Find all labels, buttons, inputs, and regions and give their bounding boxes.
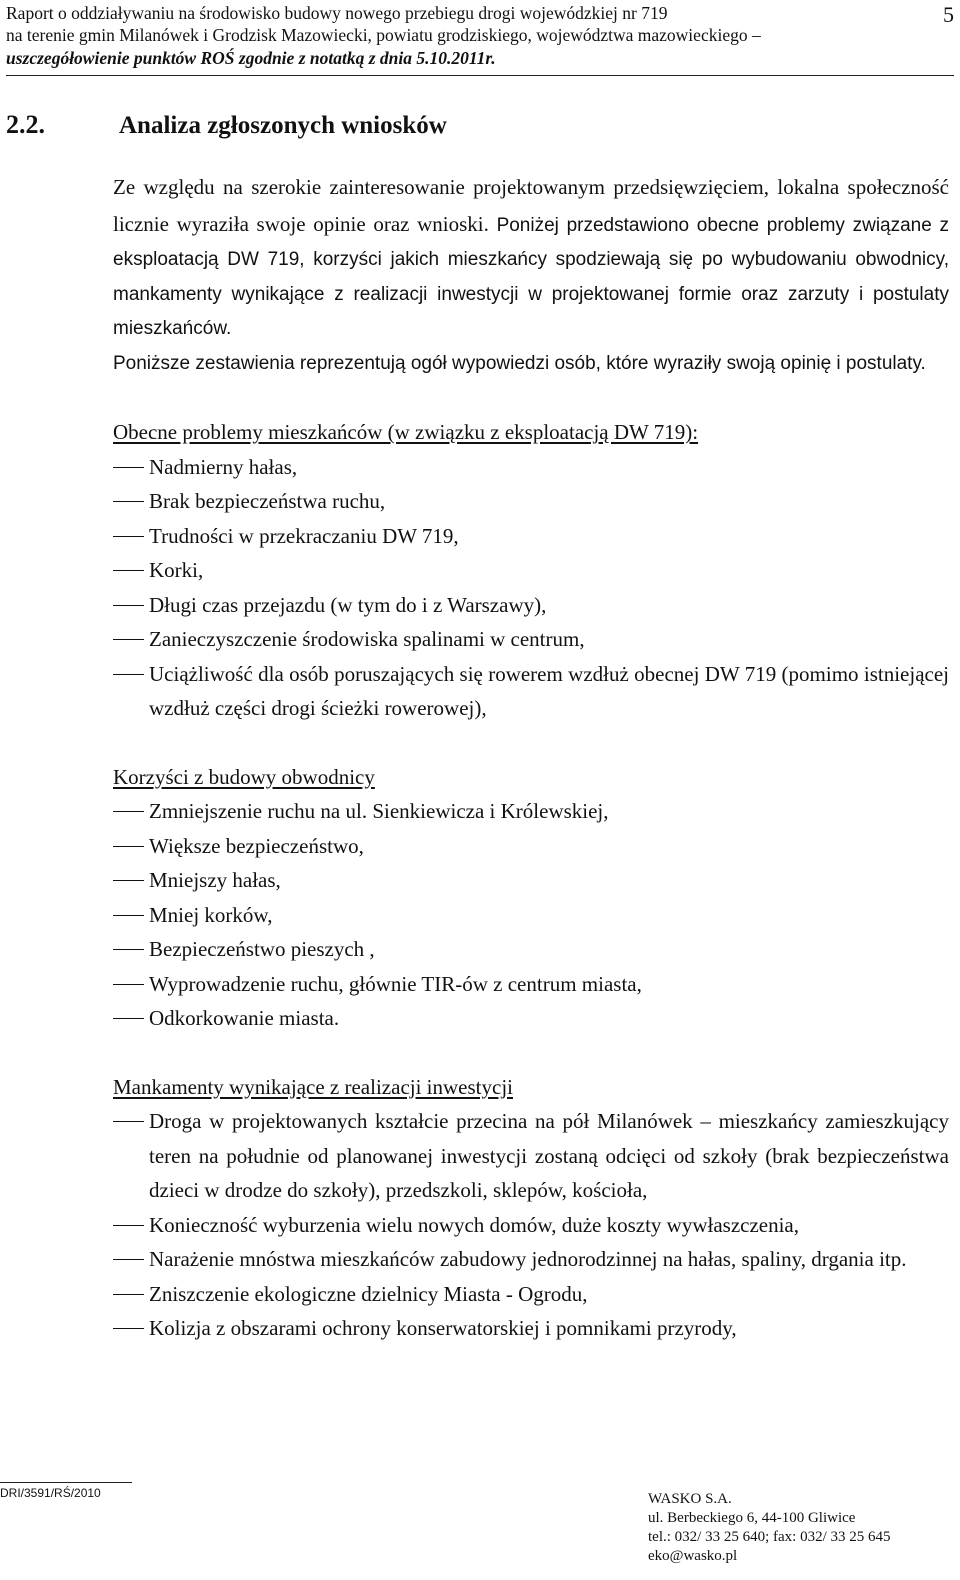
list-item: Brak bezpieczeństwa ruchu,	[113, 484, 949, 519]
footer-phone: tel.: 032/ 33 25 640; fax: 032/ 33 25 645	[648, 1529, 891, 1545]
document-body	[113, 170, 949, 1346]
section-title: Analiza zgłoszonych wniosków	[119, 112, 447, 139]
list-item: Wyprowadzenie ruchu, głównie TIR-ów z centrum miasta,	[113, 967, 949, 1002]
list-item: Odkorkowanie miasta.	[113, 1001, 949, 1036]
list-item: Konieczność wyburzenia wielu nowych domów, duże koszty wywłaszczenia,	[113, 1208, 949, 1243]
intro-paragraph	[113, 170, 949, 347]
running-header	[6, 0, 954, 76]
list-item: Długi czas przejazdu (w tym do i z Warszawy),	[113, 588, 949, 623]
drawbacks-section	[113, 1070, 949, 1346]
list-item: Korki,	[113, 553, 949, 588]
list-item: Zniszczenie ekologiczne dzielnicy Miasta - Ogrodu,	[113, 1277, 949, 1312]
list-item: Mniej korków,	[113, 898, 949, 933]
list-item: Zanieczyszczenie środowiska spalinami w centrum,	[113, 622, 949, 657]
section-number: 2.2.	[6, 110, 45, 139]
footer-company: WASKO S.A.	[648, 1491, 732, 1507]
list-item: Uciążliwość dla osób poruszających się rowerem wzdłuż obecnej DW 719 (pomimo istniejącej wzdłuż części drogi ścieżki rowerowej),	[113, 657, 949, 726]
intro-part-2: Poniżej przedstawiono obecne problemy związane z eksploatacją DW 719, korzyści jakich mieszkańcy spodziewają się po wybudowaniu obwodnicy, mankamenty wynikające z realizacji inwestycji w projektowanej formie oraz zarzuty i postulaty mieszkańców.	[113, 214, 949, 339]
intro-part-1: Ze względu na szerokie zainteresowanie projektowanym przedsięwzięciem, lokalna społeczność licznie wyraziła swoje opinie oraz wnioski.	[113, 175, 949, 236]
footer-company-info	[648, 1490, 890, 1566]
problems-heading: Obecne problemy mieszkańców (w związku z eksploatacją DW 719):	[113, 420, 699, 444]
list-item: Mniejszy hałas,	[113, 863, 949, 898]
header-line-2: na terenie gmin Milanówek i Grodzisk Mazowiecki, powiatu grodziskiego, województwa mazowieckiego –	[6, 25, 761, 45]
footer-address: ul. Berbeckiego 6, 44-100 Gliwice	[648, 1510, 856, 1526]
benefits-list	[113, 794, 949, 1036]
problems-section	[113, 415, 949, 726]
drawbacks-list	[113, 1104, 949, 1346]
list-item: Większe bezpieczeństwo,	[113, 829, 949, 864]
drawbacks-heading: Mankamenty wynikające z realizacji inwestycji	[113, 1074, 513, 1099]
section-heading	[6, 110, 447, 140]
intro-note	[113, 347, 949, 382]
footer-email: eko@wasko.pl	[648, 1548, 738, 1564]
list-item: Droga w projektowanych kształcie przecina na pół Milanówek – mieszkańcy zamieszkujący teren na południe od planowanej inwestycji zostaną odcięci od szkoły (brak bezpieczeństwa dzieci w drodze do szkoły), przedszkoli, sklepów, kościoła,	[113, 1104, 949, 1208]
header-line-3: uszczegółowienie punktów ROŚ zgodnie z notatką z dnia 5.10.2011r.	[6, 48, 496, 68]
benefits-section	[113, 760, 949, 1036]
intro-note-text: Poniższe zestawienia reprezentują ogół wypowiedzi osób, które wyraziły swoją opinię i postulaty.	[113, 352, 926, 374]
list-item: Kolizja z obszarami ochrony konserwatorskiej i pomnikami przyrody,	[113, 1311, 949, 1346]
footer-doc-id: DRI/3591/RŚ/2010	[0, 1482, 132, 1500]
list-item: Zmniejszenie ruchu na ul. Sienkiewicza i Królewskiej,	[113, 794, 949, 829]
benefits-heading: Korzyści z budowy obwodnicy	[113, 764, 375, 789]
header-line-1: Raport o oddziaływaniu na środowisko budowy nowego przebiegu drogi wojewódzkiej nr 719	[6, 3, 668, 23]
page-number: 5	[943, 2, 954, 27]
problems-list	[113, 450, 949, 726]
list-item: Trudności w przekraczaniu DW 719,	[113, 519, 949, 554]
list-item: Narażenie mnóstwa mieszkańców zabudowy jednorodzinnej na hałas, spaliny, drgania itp.	[113, 1242, 949, 1277]
list-item: Nadmierny hałas,	[113, 450, 949, 485]
list-item: Bezpieczeństwo pieszych ,	[113, 932, 949, 967]
